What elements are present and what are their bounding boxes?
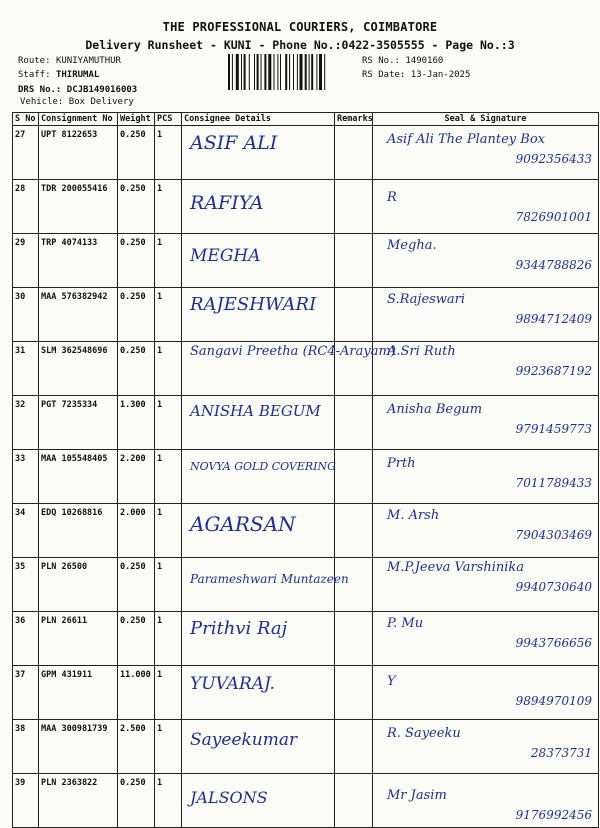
barcode-bar bbox=[254, 54, 255, 90]
row-weight: 0.250 bbox=[118, 180, 155, 234]
signature-handwriting: Megha. bbox=[387, 238, 437, 253]
runsheet-table bbox=[12, 112, 599, 828]
signature-handwriting: R bbox=[387, 190, 397, 205]
row-weight: 2.200 bbox=[118, 450, 155, 504]
row-remarks bbox=[335, 720, 373, 774]
barcode-bar bbox=[236, 54, 239, 90]
barcode-bar bbox=[257, 54, 259, 90]
row-consignee bbox=[182, 774, 335, 828]
company-title: THE PROFESSIONAL COURIERS, COIMBATORE bbox=[162, 20, 438, 34]
signature-phone: 7826901001 bbox=[515, 210, 592, 224]
row-consignment-no: PLN 26611 bbox=[39, 612, 118, 666]
row-remarks bbox=[335, 504, 373, 558]
row-weight: 0.250 bbox=[118, 558, 155, 612]
signature-handwriting: M.P.Jeeva Varshinika bbox=[387, 560, 525, 575]
row-sno: 37 bbox=[13, 666, 39, 720]
row-consignee bbox=[182, 612, 335, 666]
rs-date-line bbox=[362, 70, 470, 80]
row-pcs: 1 bbox=[155, 774, 182, 828]
row-consignment-no: PLN 26500 bbox=[39, 558, 118, 612]
signature-phone: 9791459773 bbox=[515, 422, 592, 436]
column-header: Consignee Details bbox=[182, 113, 335, 126]
row-sno: 36 bbox=[13, 612, 39, 666]
row-pcs: 1 bbox=[155, 504, 182, 558]
signature-phone: 9092356433 bbox=[515, 152, 592, 166]
rs-no-line bbox=[362, 56, 443, 66]
row-remarks bbox=[335, 396, 373, 450]
signature-handwriting: Prth bbox=[387, 456, 416, 471]
consignee-handwriting: RAJESHWARI bbox=[190, 294, 317, 315]
rs-no-label: RS No.: bbox=[362, 56, 400, 66]
row-signature bbox=[373, 396, 599, 450]
barcode-bar bbox=[264, 54, 266, 90]
route-line bbox=[18, 56, 121, 66]
signature-phone: 9923687192 bbox=[515, 364, 592, 378]
signature-handwriting: S.Rajeswari bbox=[387, 292, 466, 307]
row-weight: 1.300 bbox=[118, 396, 155, 450]
row-weight: 0.250 bbox=[118, 774, 155, 828]
signature-handwriting: Asif Ali The Plantey Box bbox=[387, 132, 545, 147]
vehicle-value: Box Delivery bbox=[68, 97, 134, 107]
barcode-bar bbox=[311, 54, 313, 90]
table-row bbox=[13, 234, 599, 288]
row-pcs: 1 bbox=[155, 288, 182, 342]
drs-label: DRS No.: bbox=[18, 85, 62, 95]
row-pcs: 1 bbox=[155, 720, 182, 774]
row-weight: 0.250 bbox=[118, 342, 155, 396]
consignee-handwriting: Prithvi Raj bbox=[190, 618, 288, 639]
barcode-bar bbox=[316, 54, 317, 90]
barcode-bar bbox=[324, 54, 325, 90]
vehicle-line bbox=[20, 97, 134, 107]
row-sno: 31 bbox=[13, 342, 39, 396]
barcode-bar bbox=[268, 54, 271, 90]
consignee-handwriting: JALSONS bbox=[190, 788, 268, 807]
consignee-handwriting: AGARSAN bbox=[190, 512, 296, 536]
row-remarks bbox=[335, 288, 373, 342]
drs-value: DCJB149016003 bbox=[66, 85, 138, 95]
barcode-bar bbox=[228, 54, 230, 90]
row-consignment-no: TDR 200055416 bbox=[39, 180, 118, 234]
barcode-bar bbox=[309, 54, 310, 90]
consignee-handwriting: ASIF ALI bbox=[190, 132, 278, 154]
row-pcs: 1 bbox=[155, 666, 182, 720]
row-sno: 34 bbox=[13, 504, 39, 558]
row-weight: 0.250 bbox=[118, 126, 155, 180]
column-header: Remarks bbox=[335, 113, 373, 126]
row-signature bbox=[373, 450, 599, 504]
row-pcs: 1 bbox=[155, 558, 182, 612]
row-remarks bbox=[335, 666, 373, 720]
table-row bbox=[13, 396, 599, 450]
row-consignee bbox=[182, 288, 335, 342]
table-row bbox=[13, 612, 599, 666]
row-consignee bbox=[182, 234, 335, 288]
row-weight: 2.000 bbox=[118, 504, 155, 558]
row-consignment-no: GPM 431911 bbox=[39, 666, 118, 720]
barcode-bar bbox=[297, 54, 298, 90]
row-pcs: 1 bbox=[155, 126, 182, 180]
row-pcs: 1 bbox=[155, 396, 182, 450]
signature-handwriting: M. Arsh bbox=[387, 508, 440, 523]
row-pcs: 1 bbox=[155, 612, 182, 666]
barcode-bar bbox=[232, 54, 233, 90]
row-consignment-no: MAA 576382942 bbox=[39, 288, 118, 342]
row-consignment-no: PLN 2363822 bbox=[39, 774, 118, 828]
row-remarks bbox=[335, 612, 373, 666]
row-consignee bbox=[182, 342, 396, 396]
row-remarks bbox=[335, 180, 373, 234]
runsheet-header bbox=[0, 0, 600, 112]
staff-label: Staff: bbox=[18, 70, 51, 80]
staff-value: THIRUMAL bbox=[55, 70, 100, 80]
row-pcs: 1 bbox=[155, 450, 182, 504]
row-signature bbox=[373, 342, 599, 396]
barcode-image bbox=[228, 54, 360, 90]
barcode-bar bbox=[274, 54, 275, 90]
row-signature bbox=[373, 774, 599, 828]
column-header: PCS bbox=[155, 113, 182, 126]
column-header: S No bbox=[13, 113, 39, 126]
row-weight: 2.500 bbox=[118, 720, 155, 774]
consignee-handwriting: MEGHA bbox=[190, 246, 261, 266]
row-weight: 0.250 bbox=[118, 288, 155, 342]
staff-line bbox=[18, 70, 99, 80]
row-signature bbox=[373, 288, 599, 342]
row-remarks bbox=[335, 774, 373, 828]
table-row bbox=[13, 774, 599, 828]
signature-phone: 9344788826 bbox=[515, 258, 592, 272]
barcode-bar bbox=[280, 54, 281, 90]
consignee-handwriting: Sangavi Preetha (RC4-Arayam) bbox=[190, 344, 396, 359]
consignee-handwriting: Parameshwari Muntazeen bbox=[190, 572, 349, 586]
row-sno: 39 bbox=[13, 774, 39, 828]
column-header: Weight bbox=[118, 113, 155, 126]
row-remarks bbox=[335, 234, 373, 288]
row-remarks bbox=[335, 450, 373, 504]
barcode-bar bbox=[241, 54, 242, 90]
row-consignment-no: SLM 362548696 bbox=[39, 342, 118, 396]
vehicle-label: Vehicle: bbox=[20, 97, 64, 107]
table-row bbox=[13, 666, 599, 720]
signature-handwriting: P. Mu bbox=[387, 616, 424, 631]
rs-date-label: RS Date: bbox=[362, 70, 406, 80]
row-weight: 0.250 bbox=[118, 612, 155, 666]
rs-no-value: 1490160 bbox=[405, 56, 444, 66]
table-row bbox=[13, 450, 599, 504]
rs-date-value: 13-Jan-2025 bbox=[410, 70, 471, 80]
consignee-handwriting: YUVARAJ. bbox=[190, 674, 275, 694]
table-row bbox=[13, 558, 599, 612]
signature-phone: 9943766656 bbox=[515, 636, 592, 650]
consignee-handwriting: ANISHA BEGUM bbox=[190, 402, 321, 420]
row-consignee bbox=[182, 558, 349, 612]
row-signature bbox=[373, 666, 599, 720]
table-row bbox=[13, 342, 599, 396]
signature-handwriting: Anisha Begum bbox=[387, 402, 483, 417]
table-row bbox=[13, 180, 599, 234]
signature-phone: 9940730640 bbox=[515, 580, 592, 594]
signature-handwriting: A.Sri Ruth bbox=[387, 344, 456, 359]
row-signature bbox=[373, 612, 599, 666]
route-value: KUNIYAMUTHUR bbox=[55, 56, 121, 66]
row-signature bbox=[373, 126, 599, 180]
row-consignment-no: UPT 8122653 bbox=[39, 126, 118, 180]
row-remarks bbox=[335, 126, 373, 180]
row-signature bbox=[373, 234, 599, 288]
barcode-bar bbox=[261, 54, 262, 90]
row-consignment-no: MAA 300981739 bbox=[39, 720, 118, 774]
row-consignee bbox=[182, 126, 335, 180]
signature-phone: 28373731 bbox=[530, 746, 592, 760]
row-pcs: 1 bbox=[155, 180, 182, 234]
column-header: Consignment No bbox=[39, 113, 118, 126]
row-consignment-no: EDQ 10268816 bbox=[39, 504, 118, 558]
row-consignee bbox=[182, 666, 335, 720]
row-pcs: 1 bbox=[155, 234, 182, 288]
row-consignment-no: MAA 105548405 bbox=[39, 450, 118, 504]
row-sno: 28 bbox=[13, 180, 39, 234]
runsheet-subtitle: Delivery Runsheet - KUNI - Phone No.:0422-3505555 - Page No.:3 bbox=[85, 38, 515, 52]
row-consignee bbox=[182, 396, 335, 450]
table-row bbox=[13, 288, 599, 342]
row-consignee bbox=[182, 720, 335, 774]
row-sno: 27 bbox=[13, 126, 39, 180]
row-signature bbox=[373, 558, 599, 612]
barcode-bar bbox=[244, 54, 246, 90]
signature-phone: 7011789433 bbox=[515, 476, 592, 490]
signature-handwriting: Mr Jasim bbox=[387, 788, 447, 803]
row-consignment-no: TRP 4074133 bbox=[39, 234, 118, 288]
signature-phone: 7904303469 bbox=[515, 528, 592, 542]
signature-phone: 9176992456 bbox=[515, 808, 592, 822]
row-signature bbox=[373, 720, 599, 774]
row-consignee bbox=[182, 450, 335, 504]
row-sno: 32 bbox=[13, 396, 39, 450]
table-row bbox=[13, 720, 599, 774]
table-row bbox=[13, 504, 599, 558]
row-sno: 30 bbox=[13, 288, 39, 342]
barcode-bar bbox=[305, 54, 307, 90]
row-sno: 29 bbox=[13, 234, 39, 288]
barcode-bar bbox=[300, 54, 303, 90]
signature-handwriting: R. Sayeeku bbox=[387, 726, 461, 741]
row-weight: 11.000 bbox=[118, 666, 155, 720]
row-sno: 33 bbox=[13, 450, 39, 504]
signature-handwriting: Y bbox=[387, 674, 396, 689]
barcode-bar bbox=[289, 54, 290, 90]
consignee-handwriting: RAFIYA bbox=[190, 192, 264, 214]
barcode-bar bbox=[293, 54, 294, 90]
column-header: Seal & Signature bbox=[373, 113, 599, 126]
drs-line bbox=[18, 85, 137, 95]
consignee-handwriting: Sayeekumar bbox=[190, 730, 298, 750]
table-header-row bbox=[13, 113, 599, 126]
row-signature bbox=[373, 504, 599, 558]
table-row bbox=[13, 126, 599, 180]
consignee-handwriting: NOVYA GOLD COVERING bbox=[190, 460, 336, 473]
row-consignee bbox=[182, 504, 335, 558]
barcode-bar bbox=[319, 54, 322, 90]
barcode-bar bbox=[249, 54, 250, 90]
row-weight: 0.250 bbox=[118, 234, 155, 288]
row-consignee bbox=[182, 180, 335, 234]
route-label: Route: bbox=[18, 56, 51, 66]
row-sno: 35 bbox=[13, 558, 39, 612]
barcode-bar bbox=[277, 54, 278, 90]
row-pcs: 1 bbox=[155, 342, 182, 396]
barcode-bar bbox=[285, 54, 287, 90]
row-sno: 38 bbox=[13, 720, 39, 774]
signature-phone: 9894712409 bbox=[515, 312, 592, 326]
signature-phone: 9894970109 bbox=[515, 694, 592, 708]
row-signature bbox=[373, 180, 599, 234]
row-consignment-no: PGT 7235334 bbox=[39, 396, 118, 450]
